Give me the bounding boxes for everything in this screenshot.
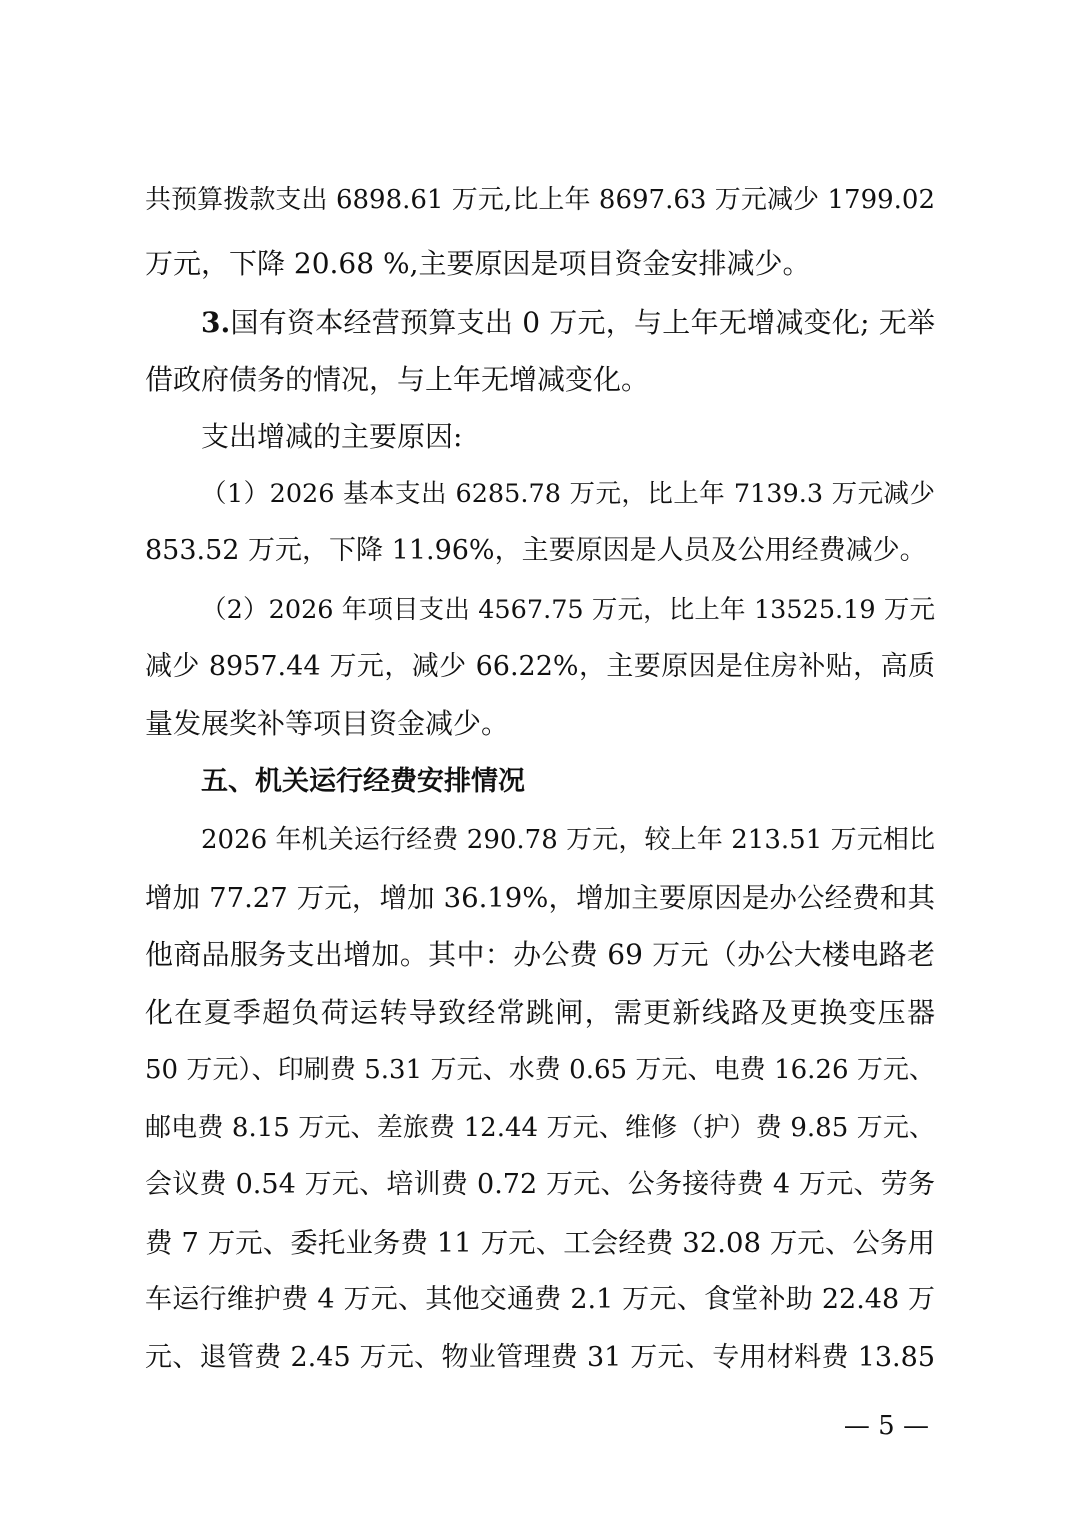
- body-line: （1）2026 基本支出 6285.78 万元，比上年 7139.3 万元减少: [201, 479, 935, 509]
- body-line: 万元，下降 20.68 %,主要原因是项目资金安排减少。: [145, 247, 811, 280]
- body-line-item-3: [201, 303, 935, 343]
- body-line: 车运行维护费 4 万元、其他交通费 2.1 万元、食堂补助 22.48 万: [145, 1284, 935, 1315]
- body-line: 853.52 万元，下降 11.96%，主要原因是人员及公用经费减少。: [145, 535, 927, 566]
- body-line: 2026 年机关运行经费 290.78 万元，较上年 213.51 万元相比: [201, 825, 935, 855]
- body-line: 支出增减的主要原因:: [201, 420, 463, 453]
- body-line: 元、退管费 2.45 万元、物业管理费 31 万元、专用材料费 13.85: [145, 1342, 935, 1373]
- body-line: 增加 77.27 万元，增加 36.19%，增加主要原因是办公经费和其: [145, 882, 935, 914]
- body-line: 减少 8957.44 万元，减少 66.22%，主要原因是住房补贴，高质: [145, 651, 935, 682]
- body-line: （2）2026 年项目支出 4567.75 万元，比上年 13525.19 万元: [201, 595, 935, 625]
- item-text: 国有资本经营预算支出 0 万元，与上年无增减变化; 无举: [230, 306, 935, 339]
- body-line: 会议费 0.54 万元、培训费 0.72 万元、公务接待费 4 万元、劳务: [145, 1169, 935, 1200]
- body-line: 邮电费 8.15 万元、差旅费 12.44 万元、维修（护）费 9.85 万元、: [145, 1113, 935, 1143]
- body-line: 50 万元）、印刷费 5.31 万元、水费 0.65 万元、电费 16.26 万元、: [145, 1055, 935, 1085]
- section-heading: 五、机关运行经费安排情况: [201, 766, 525, 797]
- body-line: 共预算拨款支出 6898.61 万元,比上年 8697.63 万元减少 1799.02: [145, 185, 935, 215]
- item-number: 3.: [201, 306, 231, 339]
- body-line: 量发展奖补等项目资金减少。: [145, 707, 510, 740]
- body-line: 费 7 万元、委托业务费 11 万元、工会经费 32.08 万元、公务用: [145, 1227, 935, 1259]
- body-line: 他商品服务支出增加。其中：办公费 69 万元（办公大楼电路老: [145, 938, 935, 971]
- body-line: 化在夏季超负荷运转导致经常跳闸，需更新线路及更换变压器: [145, 996, 935, 1029]
- body-line: 借政府债务的情况，与上年无增减变化。: [145, 363, 650, 396]
- page-number: — 5 —: [843, 1411, 929, 1441]
